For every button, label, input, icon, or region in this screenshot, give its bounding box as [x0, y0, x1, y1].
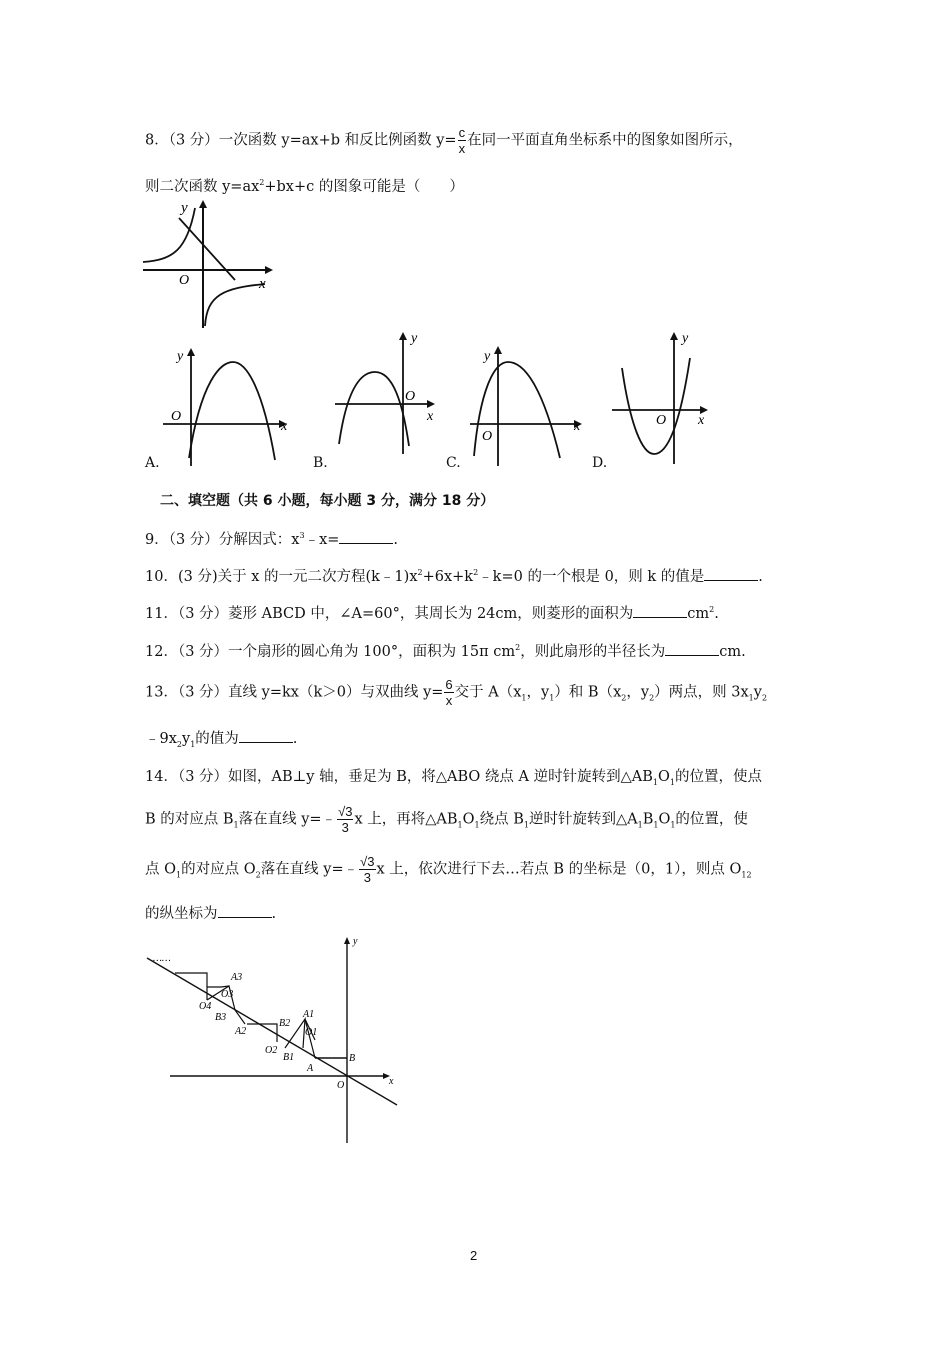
- q8-option-d-label: D.: [592, 455, 608, 471]
- q14-text-4: 的纵坐标为: [145, 906, 218, 922]
- q14-fig-O2: O2: [265, 1045, 278, 1056]
- q8-c-x-label: x: [574, 419, 581, 434]
- q14-sub-2d: 1: [523, 820, 529, 830]
- q9-text-a: 9．（3 分）分解因式：x: [145, 532, 300, 548]
- q9: [145, 528, 398, 549]
- q9-text-b: ﹣x=: [304, 532, 340, 548]
- q14-text-2f: 逆时针旋转到△A: [528, 811, 638, 828]
- q8-d-y-label: y: [682, 331, 689, 346]
- q13-text-j: 的值为: [195, 731, 239, 747]
- q14-fig-A2: A2: [235, 1026, 247, 1037]
- q11-end: .: [714, 606, 719, 622]
- q14-answer-blank[interactable]: [218, 907, 272, 918]
- q13-text-c: ，y: [526, 684, 550, 701]
- q14-frac2-num: √3: [360, 854, 375, 869]
- q14-fig-O3: O3: [221, 989, 234, 1000]
- q8-d-x-label: x: [698, 413, 705, 428]
- q13-sub3: 2: [621, 693, 627, 703]
- q11-unit: cm: [687, 606, 710, 622]
- q8-b-origin: O: [405, 389, 416, 404]
- q13-frac-num: 6: [445, 677, 453, 692]
- q11-answer-blank[interactable]: [633, 607, 687, 618]
- q14-fraction-2: [359, 855, 375, 884]
- q14-end: .: [271, 906, 277, 922]
- q14-sub-1b: 1: [669, 777, 675, 787]
- q13-line2: [145, 727, 297, 749]
- q13-text-f: ）两点，则 3x: [654, 684, 749, 701]
- q13-sub6: 2: [761, 693, 768, 703]
- q9-answer-blank[interactable]: [339, 533, 393, 544]
- q8-frac-den: x: [458, 141, 466, 156]
- q8-main-origin: O: [179, 273, 190, 288]
- q10-end: .: [758, 569, 763, 585]
- q13-sub5: 1: [748, 693, 754, 703]
- q14-fig-y: y: [353, 936, 358, 947]
- q13-sub8: 1: [190, 739, 196, 749]
- q14-text-2i: 的位置，使: [675, 811, 748, 828]
- q14-fig-dots: ……: [153, 953, 171, 964]
- q12-sup: 2: [515, 643, 521, 653]
- q8-text-b: 在同一平面直角坐标系中的图象如图所示，: [467, 132, 743, 149]
- q13-answer-blank[interactable]: [239, 732, 293, 743]
- q14-fig-B2: B2: [279, 1018, 291, 1029]
- q14-text-1c: 的位置，使点: [674, 769, 762, 785]
- q14-line3: [145, 855, 752, 884]
- q13-text-h: ﹣9x: [145, 731, 177, 747]
- q14-fig-A1: A1: [303, 1009, 315, 1020]
- section-2-heading: 二、填空题（共 6 小题，每小题 3 分，满分 18 分）: [160, 493, 495, 509]
- q8-text-d: +bx+c 的图象可能是（ ）: [264, 179, 464, 195]
- q8-option-b-graph: [335, 328, 445, 458]
- q14-fig-B3: B3: [215, 1012, 227, 1023]
- q8-a-x-label: x: [281, 419, 288, 434]
- q14-fig-A: A: [307, 1063, 314, 1074]
- q13-text-a: 13．（3 分）直线 y=kx（k＞0）与双曲线 y=: [145, 684, 444, 701]
- q8-fraction: [458, 126, 467, 155]
- q14-text-2g: B: [642, 811, 654, 828]
- q10-text-a: 10．(3 分)关于 x 的一元二次方程(k﹣1)x: [145, 569, 418, 585]
- q13-text-b: 交于 A（x: [454, 684, 522, 701]
- q8-b-x-label: x: [427, 409, 434, 424]
- q12-text-a: 12．（3 分）一个扇形的圆心角为 100°，面积为 15π cm: [145, 644, 516, 660]
- q14-sub-3b: 2: [255, 870, 261, 880]
- q8-d-origin: O: [656, 413, 667, 428]
- q10-text-b: +6x+k: [422, 569, 474, 585]
- q11: [145, 602, 719, 623]
- q14-sub-3a: 1: [176, 870, 182, 880]
- q14-sub-1a: 1: [652, 777, 658, 787]
- q8-line1: [145, 126, 743, 155]
- q8-b-y-label: y: [411, 331, 418, 346]
- q14-sub-2e: 1: [637, 820, 643, 830]
- q13-sub2: 1: [549, 693, 555, 703]
- q14-text-3a: 点 O: [145, 861, 176, 878]
- q14-frac1-num: √3: [338, 804, 353, 819]
- q13-text-g: y: [753, 684, 762, 701]
- q13-line1: [145, 678, 767, 707]
- q8-option-c-graph: [470, 340, 600, 470]
- q10-answer-blank[interactable]: [704, 570, 758, 581]
- q14-text-1a: 14．（3 分）如图，AB⊥y 轴，垂足为 B，将△ABO 绕点 A 逆时针旋转到△AB: [145, 769, 653, 785]
- q8-a-origin: O: [171, 409, 182, 424]
- q13-sub4: 2: [649, 693, 655, 703]
- q14-line1: [145, 765, 762, 787]
- q10-sup1: 2: [417, 568, 423, 578]
- q14-fig-A3: A3: [231, 972, 243, 983]
- q8-option-b-label: B.: [313, 455, 328, 471]
- q12-end: cm.: [719, 644, 746, 660]
- q14-text-1b: O: [657, 769, 670, 785]
- q14-fig-x: x: [389, 1076, 394, 1087]
- q14-fig-O4: O4: [199, 1001, 212, 1012]
- q8-option-a-graph: [163, 340, 293, 470]
- q8-main-x-label: x: [259, 276, 266, 292]
- q12: [145, 640, 746, 661]
- q13-sub7: 2: [176, 739, 182, 749]
- q13-text-d: ）和 B（x: [554, 684, 622, 701]
- q14-text-3b: 的对应点 O: [181, 861, 256, 878]
- q14-text-3c: 落在直线 y=﹣: [260, 861, 359, 878]
- q14-fraction-1: [337, 805, 353, 834]
- q14-line4: [145, 902, 276, 923]
- q8-c-y-label: y: [484, 349, 491, 364]
- q14-text-2b: 落在直线 y=﹣: [238, 811, 337, 828]
- q10-sup2: 2: [473, 568, 479, 578]
- q8-text-c: 则二次函数 y=ax: [145, 179, 260, 195]
- q14-text-3d: x 上，依次进行下去…若点 B 的坐标是（0，1），则点 O: [376, 861, 742, 878]
- q14-sub-2g: 1: [670, 820, 676, 830]
- q14-sub-2c: 1: [474, 820, 480, 830]
- q8-option-d-graph: [612, 328, 722, 468]
- q14-sub-3c: 12: [741, 870, 752, 880]
- q13-fraction: [444, 678, 453, 707]
- q14-fig-O: O: [337, 1080, 345, 1091]
- q14-text-2h: O: [658, 811, 671, 828]
- q14-frac2-den: 3: [363, 870, 371, 885]
- q13-text-e: ，y: [626, 684, 650, 701]
- q14-fig-O1: O1: [305, 1027, 318, 1038]
- page-number: 2: [470, 1248, 478, 1263]
- q8-frac-num: c: [458, 125, 466, 140]
- q14-sub-2f: 1: [653, 820, 659, 830]
- q8-a-y-label: y: [177, 349, 184, 364]
- q13-frac-den: x: [445, 693, 453, 708]
- q8-sup: 2: [259, 178, 265, 188]
- q8-main-figure: [143, 200, 273, 330]
- q14-text-2d: O: [462, 811, 475, 828]
- q14-text-2c: x 上，再将△AB: [354, 811, 458, 828]
- q14-frac1-den: 3: [341, 820, 349, 835]
- q14-text-2a: B 的对应点 B: [145, 811, 234, 828]
- q8-text-a: 8．（3 分）一次函数 y=ax+b 和反比例函数 y=: [145, 132, 457, 149]
- q8-option-c-label: C.: [446, 455, 461, 471]
- q11-sup: 2: [709, 605, 715, 615]
- q13-end: .: [292, 731, 298, 747]
- q14-line2: [145, 805, 748, 834]
- q10: [145, 565, 763, 586]
- q12-text-b: ，则此扇形的半径长为: [520, 644, 666, 660]
- q8-main-y-label: y: [181, 200, 188, 216]
- q8-c-origin: O: [482, 429, 493, 444]
- q9-end: .: [393, 532, 399, 548]
- q14-sub-2b: 1: [457, 820, 463, 830]
- q14-text-2e: 绕点 B: [479, 811, 524, 828]
- q9-sup: 3: [299, 531, 305, 541]
- q10-text-c: ﹣k=0 的一个根是 0，则 k 的值是: [478, 569, 705, 585]
- q14-fig-B: B: [349, 1053, 356, 1064]
- q13-text-i: y: [182, 731, 191, 747]
- q8-option-a-label: A.: [145, 455, 160, 471]
- q14-sub-2a: 1: [233, 820, 239, 830]
- q14-fig-B1: B1: [283, 1052, 295, 1063]
- q14-figure: [145, 930, 415, 1145]
- q8-line2: [145, 175, 464, 196]
- q11-text-a: 11．（3 分）菱形 ABCD 中，∠A=60°，其周长为 24cm，则菱形的面积为: [145, 606, 634, 622]
- q12-answer-blank[interactable]: [665, 645, 719, 656]
- q13-sub1: 1: [521, 693, 527, 703]
